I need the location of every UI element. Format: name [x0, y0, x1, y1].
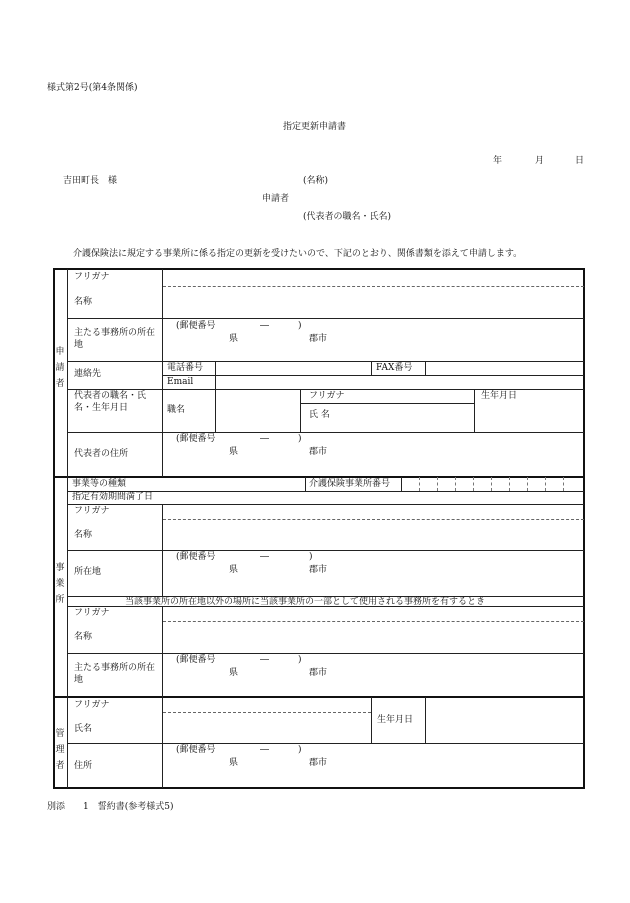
email-label: Email [167, 377, 194, 387]
city-label: 郡市 [309, 447, 328, 457]
digit-box-line [563, 477, 564, 491]
row-line [68, 606, 584, 607]
postal-dash: ― [260, 745, 269, 755]
prefecture-label: 県 [229, 565, 239, 575]
furigana-divider [163, 286, 584, 287]
cell-line [425, 361, 426, 375]
city-label: 郡市 [309, 334, 328, 344]
prefecture-label: 県 [229, 758, 239, 768]
postal-label: (郵便番号 [176, 434, 216, 444]
row-line [68, 432, 584, 433]
postal-close: ) [309, 552, 313, 562]
section-manager: 管 理 者 [55, 729, 65, 771]
digit-box-line [491, 477, 492, 491]
furigana-label: フリガナ [74, 608, 110, 618]
attachment-note: 別添 1 誓約書(参考様式5) [47, 802, 174, 812]
location-label: 所在地 [74, 567, 102, 577]
digit-box-line [545, 477, 546, 491]
postal-label: (郵便番号 [176, 552, 216, 562]
full-name-label: 氏 名 [309, 410, 330, 420]
label-col-line [162, 269, 163, 477]
digit-box-line [473, 477, 474, 491]
cell-line [474, 389, 475, 432]
manager-address-label: 住所 [74, 761, 93, 771]
form-number: 様式第2号(第4条関係) [47, 83, 138, 93]
furigana-label: フリガナ [74, 272, 110, 282]
postal-dash: ― [260, 434, 269, 444]
section-col-line [67, 269, 68, 788]
postal-close: ) [298, 434, 302, 444]
cell-line [215, 375, 216, 389]
cell-line [305, 477, 306, 491]
row-line [68, 318, 584, 319]
main-office-label: 主たる事務所の所在地 [74, 663, 156, 685]
cell-line [300, 389, 301, 432]
name-label: 名称 [74, 297, 93, 307]
row-line [68, 550, 584, 551]
section-office: 事 業 所 [55, 563, 65, 605]
postal-close: ) [298, 321, 302, 331]
dob-label: 生年月日 [481, 391, 518, 401]
row-line [68, 504, 584, 505]
intro-text: 介護保険法に規定する事業所に係る指定の更新を受けたいので、下記のとおり、関係書類を添えて申請します。 [73, 249, 523, 259]
job-title-label: 職名 [167, 405, 186, 415]
row-line [68, 361, 584, 362]
postal-dash: ― [260, 655, 269, 665]
rep-address-label: 代表者の住所 [74, 449, 129, 459]
row-line [68, 653, 584, 654]
digit-box-line [437, 477, 438, 491]
applicant-label: 申請者 [262, 194, 290, 204]
section-divider [53, 696, 585, 698]
name-label: 名称 [74, 632, 93, 642]
applicant-name-label: (名称) [303, 176, 329, 186]
postal-dash: ― [260, 552, 269, 562]
row-line [68, 743, 584, 744]
contact-label: 連絡先 [74, 369, 102, 379]
main-office-label: 主たる事務所の所在地 [74, 328, 156, 350]
postal-dash: ― [260, 321, 269, 331]
row-line [301, 403, 474, 404]
row-line [163, 375, 584, 376]
furigana-label: フリガナ [74, 700, 110, 710]
section-divider [53, 476, 585, 478]
rep-title-name-dob-label: 代表者の職名・氏名・生年月日 [74, 391, 147, 413]
postal-label: (郵便番号 [176, 745, 216, 755]
cell-line [371, 361, 372, 375]
manager-name-label: 氏名 [74, 724, 93, 734]
cell-line [215, 361, 216, 375]
service-type-label: 事業等の種類 [72, 479, 127, 489]
postal-close: ) [298, 745, 302, 755]
city-label: 郡市 [309, 668, 328, 678]
fax-label: FAX番号 [376, 363, 413, 373]
other-office-note: 当該事業所の所在地以外の場所に当該事業所の一部として使用される事務所を有するとき [125, 597, 486, 607]
cell-line [371, 697, 372, 743]
postal-close: ) [298, 655, 302, 665]
digit-box-line [455, 477, 456, 491]
furigana-label: フリガナ [74, 506, 110, 516]
furigana-divider [163, 712, 371, 713]
furigana-divider [163, 621, 584, 622]
date-day: 日 [575, 156, 585, 166]
phone-label: 電話番号 [167, 363, 204, 373]
date-month: 月 [535, 156, 545, 166]
cell-line [401, 477, 402, 491]
representative-label: (代表者の職名・氏名) [303, 212, 392, 222]
care-number-label: 介護保険事業所番号 [309, 479, 391, 489]
digit-box-line [419, 477, 420, 491]
digit-box-line [527, 477, 528, 491]
furigana-label: フリガナ [309, 391, 345, 401]
city-label: 郡市 [309, 565, 328, 575]
expiry-label: 指定有効期間満了日 [72, 492, 154, 502]
digit-box-line [509, 477, 510, 491]
prefecture-label: 県 [229, 334, 239, 344]
date-year: 年 [493, 156, 503, 166]
prefecture-label: 県 [229, 668, 239, 678]
postal-label: (郵便番号 [176, 321, 216, 331]
label-col-line [162, 606, 163, 788]
city-label: 郡市 [309, 758, 328, 768]
manager-dob-label: 生年月日 [377, 715, 414, 725]
prefecture-label: 県 [229, 447, 239, 457]
addressee: 吉田町長 様 [63, 176, 118, 186]
name-label: 名称 [74, 530, 93, 540]
cell-line [425, 697, 426, 743]
postal-label: (郵便番号 [176, 655, 216, 665]
form-title: 指定更新申請書 [283, 122, 347, 132]
section-applicant: 申 請 者 [55, 347, 65, 389]
furigana-divider [163, 519, 584, 520]
cell-line [215, 389, 216, 432]
